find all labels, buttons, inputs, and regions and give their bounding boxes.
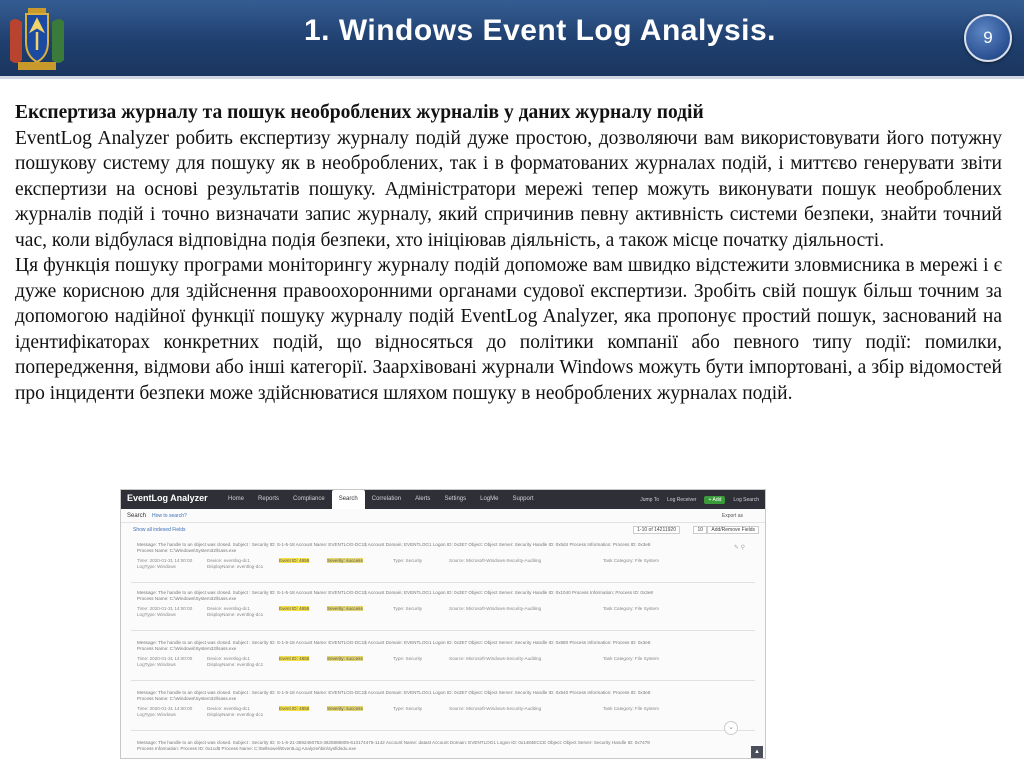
record-time: Time: 2020-01-31 14:00:00: [137, 656, 193, 661]
log-receiver-link[interactable]: Log Receiver: [667, 496, 697, 503]
slide-header: [0, 0, 1024, 79]
tab-support[interactable]: Support: [512, 496, 534, 502]
record-host: Device: eventlog-dc1: [207, 706, 250, 711]
tab-home[interactable]: Home: [228, 496, 245, 502]
app-tabs: [221, 490, 541, 509]
severity-value: Severity: success: [327, 656, 363, 661]
tab-search[interactable]: Search: [332, 490, 365, 509]
record-logtype: LogType: Windows: [137, 662, 176, 667]
event-id-value: Event ID: 4658: [279, 656, 310, 661]
page-number-badge: 9: [964, 14, 1012, 62]
app-top-nav: [121, 490, 765, 509]
export-dropdown[interactable]: Export as: [721, 512, 743, 519]
log-record[interactable]: [131, 586, 755, 631]
log-record[interactable]: [131, 736, 755, 759]
log-record[interactable]: [131, 686, 755, 731]
result-range[interactable]: 1-10 of 14211920: [633, 526, 680, 534]
record-display: DisplayName: eventlog-dc1: [207, 612, 264, 617]
tab-alerts[interactable]: Alerts: [415, 496, 431, 502]
filter-bar: [121, 523, 765, 537]
record-type: Type: Security: [393, 656, 423, 661]
record-display: DisplayName: eventlog-dc1: [207, 662, 264, 667]
slide-title: 1. Windows Event Log Analysis.: [303, 14, 777, 47]
record-time: Time: 2020-01-31 14:00:00: [137, 706, 193, 711]
record-category: Task Category: File System: [603, 606, 659, 611]
tab-settings[interactable]: Settings: [444, 496, 467, 502]
section-heading: Експертиза журналу та пошук необроблених журналів у даних журналу подій: [15, 102, 704, 123]
log-search-link[interactable]: Log Search: [733, 496, 759, 503]
record-display: DisplayName: eventlog-dc1: [207, 564, 264, 569]
jump-to-link[interactable]: Jump To: [640, 496, 660, 503]
tab-reports[interactable]: Reports: [258, 496, 280, 502]
app-brand: EventLog Analyzer: [127, 493, 208, 503]
slide-content: [15, 100, 1002, 406]
record-category: Task Category: File System: [603, 706, 659, 711]
record-type: Type: Security: [393, 558, 423, 563]
tab-correlation[interactable]: Correlation: [371, 496, 402, 502]
search-bar: [121, 509, 765, 523]
record-message: Message: The handle to an object was closed. Subject : Security ID: S-1-5-18 Account Name: EVENTLOG-DC1$ Account Domain: EVENTLOG1 Logon ID: 0x3E7 Object: Object Server: Security Handle ID: 0x1040 Process Information: Process ID: 0x3e8: [137, 590, 653, 595]
record-source: Source: Microsoft-Windows-Security-Auditing: [449, 706, 542, 711]
record-display: DisplayName: eventlog-dc1: [207, 712, 264, 717]
tab-compliance[interactable]: Compliance: [293, 496, 325, 502]
record-message-2: Process Information: Process ID: 0x1cd8 Process Name: C:\ttellsoweli\EventLog Analyzer\bin\sysfidsdu.exe: [137, 746, 357, 751]
severity-value: Severity: success: [327, 706, 363, 711]
paragraph-2: Ця функція пошуку програми моніторингу журналу подій допоможе вам швидко відстежити зловмисника в мережі і є дуже корисною для здійснення правоохоронними органами судової експертизи. Зробіть свій пошук більш точним за допомогою надійної функції пошуку журналу подій EventLog Analyzer, яка пропонує простий пошук, заснований на ідентифікаторах конкретних подій, що відносяться до політики компанії або певного типу події: помилки, попередження, відмови або інші категорії. Заархівовані журнали Windows можуть бути імпортовані, а збір відомостей про інциденти безпеки може здійснюватися шляхом пошуку в необроблених журналах подій.: [15, 255, 1002, 404]
record-source: Source: Microsoft-Windows-Security-Auditing: [449, 606, 542, 611]
record-time: Time: 2020-01-31 14:00:00: [137, 558, 193, 563]
record-message-2: Process Name: C:\Windows\System32\lsass.exe: [137, 548, 237, 553]
event-id-value: Event ID: 4658: [279, 558, 310, 563]
record-time: Time: 2020-01-31 14:00:00: [137, 606, 193, 611]
record-host: Device: eventlog-dc1: [207, 558, 250, 563]
add-button[interactable]: + Add: [704, 496, 725, 504]
record-event-id: [279, 558, 309, 563]
record-event-id: [279, 656, 309, 661]
record-host: Device: eventlog-dc1: [207, 656, 250, 661]
scroll-down-icon[interactable]: ⌄: [724, 721, 738, 735]
record-logtype: LogType: Windows: [137, 712, 176, 717]
log-record[interactable]: [131, 538, 755, 583]
tab-logme[interactable]: LogMe: [480, 496, 499, 502]
record-category: Task Category: File System: [603, 558, 659, 563]
record-type: Type: Security: [393, 606, 423, 611]
record-message: Message: The handle to an object was closed. Subject : Security ID: S-1-5-21-3692460753-3625888805-613174475-1142 Account Name: datast Account Domain: EVENTLOG1 Logon ID: 0x1484ECCE Object: Object Server: Security Handle ID: 0x7478: [137, 740, 650, 745]
record-message-2: Process Name: C:\Windows\System32\lsass.exe: [137, 696, 237, 701]
record-message-2: Process Name: C:\Windows\System32\lsass.exe: [137, 646, 237, 651]
record-actions-icon[interactable]: ✎ ⚲: [733, 545, 745, 551]
event-id-value: Event ID: 4658: [279, 606, 310, 611]
record-message: Message: The handle to an object was closed. Subject : Security ID: S-1-5-18 Account Name: EVENTLOG-DC1$ Account Domain: EVENTLOG1 Logon ID: 0x3E7 Object: Object Server: Security Handle ID: 0x540 Process Information: Process ID: 0x3e8: [137, 690, 651, 695]
record-message-2: Process Name: C:\Windows\System32\lsass.exe: [137, 596, 237, 601]
severity-value: Severity: success: [327, 558, 363, 563]
record-logtype: LogType: Windows: [137, 612, 176, 617]
record-severity: [327, 656, 363, 661]
record-category: Task Category: File System: [603, 656, 659, 661]
eventlog-analyzer-screenshot: [120, 489, 766, 759]
record-logtype: LogType: Windows: [137, 564, 176, 569]
paragraph-1: EventLog Analyzer робить експертизу журналу подій дуже простою, дозволяючи вам використовувати його потужну пошукову систему для пошуку як в необроблених, так і в форматованих журналах подій, і миттєво генерувати звіти експертизи на основі результатів пошуку. Адміністратори мережі тепер можуть виконувати пошук необроблених журналів подій і точно визначати запис журналу, який спричинив певну активність системи безпеки, знайти точний час, коли відбулася відповідна подія безпеки, хто ініціював діяльність, а також місце початку діяльності.: [15, 127, 1002, 251]
severity-value: Severity: success: [327, 606, 363, 611]
record-severity: [327, 606, 363, 611]
per-page-select[interactable]: 10: [693, 526, 707, 534]
help-link[interactable]: How to search?: [152, 512, 187, 519]
show-fields-link[interactable]: Show all indexed Fields: [133, 527, 186, 533]
record-type: Type: Security: [393, 706, 423, 711]
record-message: Message: The handle to an object was closed. Subject : Security ID: S-1-5-18 Account Name: EVENTLOG-DC1$ Account Domain: EVENTLOG1 Logon ID: 0x3E7 Object: Object Server: Security Handle ID: 0x980 Process Information: Process ID: 0x3e8: [137, 640, 651, 645]
add-remove-fields-button[interactable]: Add/Remove Fields: [707, 526, 759, 534]
record-severity: [327, 706, 363, 711]
record-source: Source: Microsoft-Windows-Security-Auditing: [449, 656, 542, 661]
record-event-id: [279, 706, 309, 711]
record-host: Device: eventlog-dc1: [207, 606, 250, 611]
record-source: Source: Microsoft-Windows-Security-Auditing: [449, 558, 542, 563]
event-id-value: Event ID: 4658: [279, 706, 310, 711]
app-nav-right: [632, 490, 759, 509]
record-severity: [327, 558, 363, 563]
scroll-corner-icon[interactable]: ▲: [751, 746, 763, 758]
record-event-id: [279, 606, 309, 611]
log-record[interactable]: [131, 636, 755, 681]
record-message: Message: The handle to an object was closed. Subject : Security ID: S-1-5-18 Account Name: EVENTLOG-DC1$ Account Domain: EVENTLOG1 Logon ID: 0x3E7 Object: Object Server: Security Handle ID: 0x5d4 Process Information: Process ID: 0x3e8: [137, 542, 651, 547]
search-label: Search: [127, 512, 147, 519]
